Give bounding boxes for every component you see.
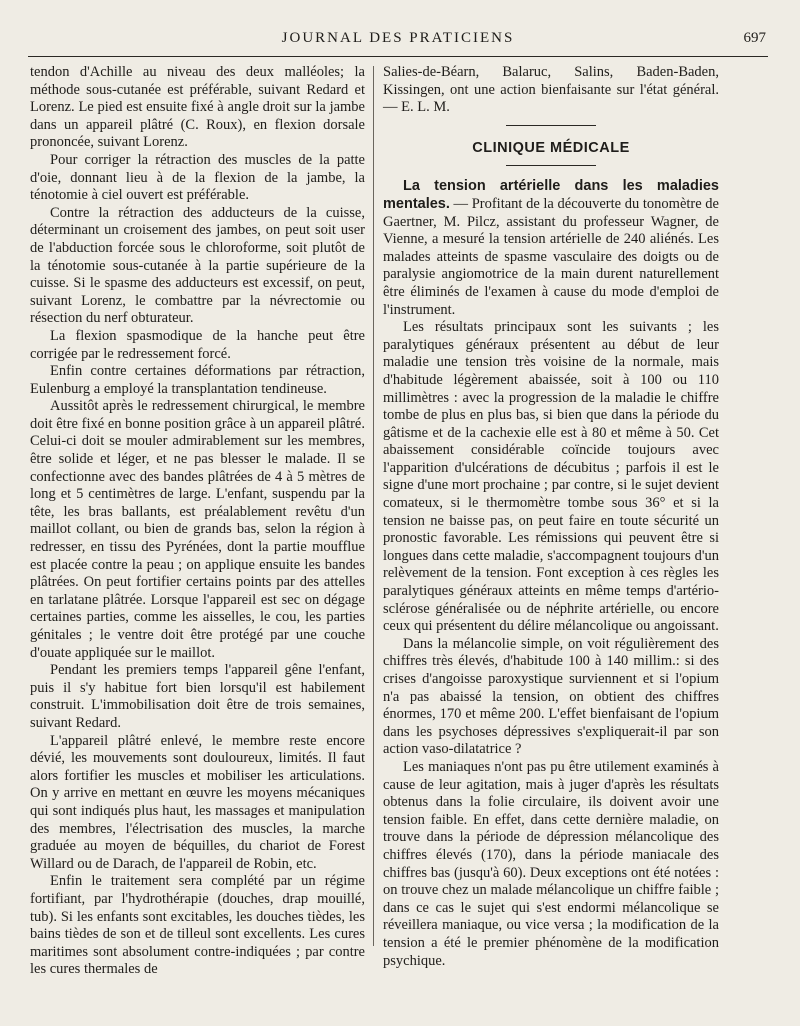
paragraph: Aussitôt après le redressement chirurgical, le membre doit être fixé en bonne position grâce à un appareil plâtré. Celui-ci doit se mouler admirablement sur les membres, être solide et léger, et ne pas blesser le malade. Il se confectionne avec des bandes plâtrées de 4 à 5 mètres de long et 5 centimètres de large. L'enfant, suspendu par la tête, les bras ballants, est préalablement revêtu d'un maillot collant, ou bien de grands bas, selon la région à redresser, en tissu des Pyrénées, dont la partie moufflue est placée contre la peau ; on applique ensuite les bandes plâtrées. On peut fortifier certains points par des attelles en tarlatane plâtrée. Lorsque l'appareil est sec on dégage certaines parties, comme les aisselles, le cou, les parties génitales ; le ventre doit être protégé par une couche d'ouate appliquée sur le maillot.	[30, 398, 365, 661]
section-title: CLINIQUE MÉDICALE	[472, 139, 630, 156]
paragraph: Les maniaques n'ont pas pu être utilement examinés à cause de leur agitation, mais à juger d'après les résultats obtenus dans la folie circulaire, ils doivent avoir une tension faible. En effet, dans cette dernière maladie, on trouve dans la période de dépression mélancolique des chiffres élevés (170), dans la période maniacale des chiffres bas (jusqu'à 60). Deux exceptions ont été notées : on trouve chez un malade mélancolique un chiffre faible ; dans ce cas le sujet qui s'est endormi mélancolique se réveillera maniaque, ou vice versa ; la modification de la tension a été le premier phénomène de la modification psychique.	[383, 758, 719, 969]
article-lead-text: — Profitant de la découverte du tonomètre de Gaertner, M. Pilcz, assistant du professeur Wagner, de Vienne, a mesuré la tension artérielle de 240 aliénés. Les malades atteints de spasme vasculaire des doigts ou de paralysie angiomotrice de la main durent naturellement être éliminés de l'examen à cause du mode d'emploi de l'instrument.	[383, 195, 719, 318]
continued-paragraph: Salies-de-Béarn, Balaruc, Salins, Baden-Baden, Kissingen, ont une action bienfaisante sur l'état général. — E. L. M.	[383, 64, 719, 116]
paragraph: Dans la mélancolie simple, on voit régulièrement des chiffres très élevés, d'habitude 100 à 140 millim.: si des crises d'angoisse paroxystique surviennent et si l'opium n'a pas abaissé la tension, on obtient des chiffres énormes, 170 et même 200. L'effet bienfaisant de l'opium dans les psychoses dépressives s'expliquerait-il par son action vaso-dilatatrice ?	[383, 635, 719, 758]
paragraph: Enfin le traitement sera complété par un régime fortifiant, par l'hydrothérapie (douches, drap mouillé, tub). Si les enfants sont excitables, les douches tièdes, les bains tièdes de son et de tilleul sont excellents. Les cures maritimes sont absolument contre-indiquées ; par contre les cures thermales de	[30, 873, 365, 978]
article-lead-paragraph	[383, 178, 719, 319]
column-divider	[373, 66, 374, 946]
running-title: JOURNAL DES PRATICIENS	[281, 30, 515, 46]
left-column	[30, 64, 365, 979]
paragraph: La flexion spasmodique de la hanche peut être corrigée par le redressement forcé.	[30, 327, 365, 362]
paragraph: Contre la rétraction des adducteurs de la cuisse, déterminant un croisement des jambes, on peut soit user de l'abduction forcée sous le chloroforme, soit plutôt de la ténotomie sous-cutanée à la partie supérieure de la cuisse. Si le spasme des adducteurs est excessif, on peut, suivant Lorenz, le combattre par la névrectomie ou résection du nerf obturateur.	[30, 204, 365, 327]
header-rule	[28, 56, 768, 57]
paragraph: Enfin contre certaines déformations par rétraction, Eulenburg a employé la transplantation tendineuse.	[30, 363, 365, 397]
paragraph: Les résultats principaux sont les suivants ; les paralytiques généraux présentent au début de leur maladie une tension très voisine de la normale, mais d'habitude légèrement abaissée, soit à 100 ou 110 millimètres : avec la progression de la maladie le chiffre tombe de plus en plus bas, si bien que dans la période du gâtisme et de la cachexie elle est à 80 et même à 50. Cet abaissement considérable coïncide toujours avec l'apparition d'ulcérations de décubitus ; parfois il est le signe d'une mort prochaine ; par contre, si le sujet devient comateux, si le thermomètre tombe sous 36° et si la tension ne baisse pas, on peut faire en toute sécurité un pronostic favorable. Les rémissions qui peuvent être si longues dans cette maladie, s'accompagnent toujours d'un relèvement de la tension. Font exception à ces règles les paralytiques généraux atteints en même temps d'artério-sclérose généralisée ou de néphrite artérielle, ou encore ceux qui présentent du délire mélancolique ou angoissant.	[383, 319, 719, 635]
right-column	[383, 64, 719, 970]
paragraph: Pendant les premiers temps l'appareil gêne l'enfant, puis il s'y habitue fort bien lorsqu'il est habilement construit. L'immobilisation doit être de trois semaines, suivant Redard.	[30, 662, 365, 731]
paragraph: Pour corriger la rétraction des muscles de la patte d'oie, donnant lieu à de la flexion de la jambe, la ténotomie à ciel ouvert est préférable.	[30, 151, 365, 204]
paragraph: tendon d'Achille au niveau des deux malléoles; la méthode sous-cutanée est préférable, suivant Redard et Lorenz. Le pied est ensuite fixé à angle droit sur la jambe dans un appareil plâtré (C. Roux), en flexion dorsale prononcée, suivant Lorenz.	[30, 64, 365, 151]
paragraph: L'appareil plâtré enlevé, le membre reste encore dévié, les mouvements sont douloureux, limités. Il faut alors fortifier les muscles et mobiliser les articulations. On y arrive en mettant en œuvre les moyens mécaniques qui sont indiqués plus haut, les massages et manipulation des membres, l'électrisation des muscles, la marche graduée au moyen de béquilles, du chariot de Forest Willard ou de Darach, de l'appareil de Robin, etc.	[30, 732, 365, 872]
page-header	[28, 30, 768, 52]
article-title: La tension artérielle dans les maladies mentales.	[383, 178, 719, 212]
separator-rule	[506, 125, 596, 126]
page-number: 697	[743, 30, 766, 46]
